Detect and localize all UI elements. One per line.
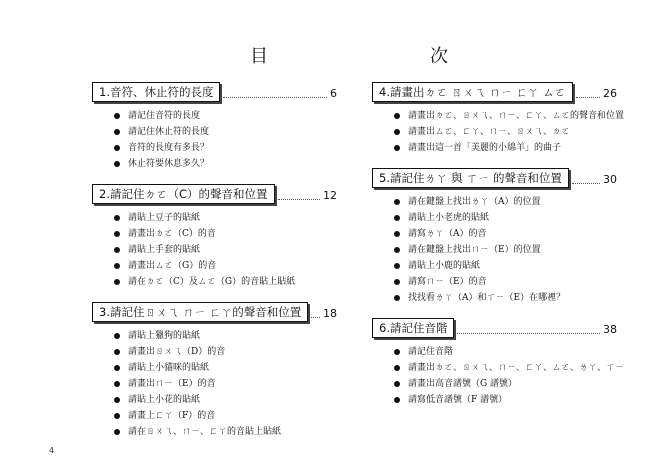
bullet-icon	[114, 279, 120, 285]
item-list	[92, 210, 337, 290]
list-item: 請畫出ㄙㄛ（G）的音	[114, 258, 337, 274]
page-title	[250, 42, 450, 68]
bullet-icon	[114, 333, 120, 339]
bullet-icon	[394, 263, 400, 269]
section-title: 4.請畫出ㄉㄛ ㄖㄨㄟ ㄇㄧ ㄈㄚ ㄙㄛ	[372, 82, 573, 102]
list-item: 請記住休止符的長度	[114, 124, 337, 140]
list-item: 請貼上小老虎的貼紙	[394, 210, 617, 226]
item-list	[372, 194, 617, 306]
section-3	[92, 302, 337, 440]
list-item: 請畫出ㄉㄛ（C）的音	[114, 226, 337, 242]
list-item: 請貼上手套的貼紙	[114, 242, 337, 258]
dot-leader	[572, 183, 600, 184]
bullet-icon	[114, 397, 120, 403]
list-item: 請貼上小花的貼紙	[114, 392, 337, 408]
list-item: 請記住音階	[394, 344, 617, 360]
section-4	[372, 82, 625, 156]
bullet-icon	[394, 113, 400, 119]
bullet-icon	[114, 247, 120, 253]
page-number: 6	[330, 87, 337, 100]
bullet-icon	[114, 161, 120, 167]
section-header	[92, 302, 337, 322]
section-header	[372, 318, 617, 338]
list-item: 請貼上獵狗的貼紙	[114, 328, 337, 344]
section-1	[92, 82, 337, 172]
bullet-icon	[114, 349, 120, 355]
bullet-icon	[394, 279, 400, 285]
list-item: 請寫ㄌㄚ（A）的音	[394, 226, 617, 242]
section-header	[372, 82, 617, 102]
page-number: 30	[603, 173, 617, 186]
section-title: 3.請記住ㄖㄨㄟ ㄇㄧ ㄈㄚ的聲音和位置	[92, 302, 308, 322]
section-header	[92, 82, 337, 102]
dot-leader	[278, 199, 320, 200]
item-list	[372, 344, 625, 408]
bullet-icon	[114, 381, 120, 387]
list-item: 請畫上ㄈㄚ（F）的音	[114, 408, 337, 424]
section-header	[372, 168, 617, 188]
list-item: 請寫ㄇㄧ（E）的音	[394, 274, 617, 290]
list-item: 請畫出這一首「美麗的小綿羊」的曲子	[394, 140, 617, 156]
list-item: 請畫出ㄙㄛ、ㄈㄚ、ㄇㄧ、ㄖㄨㄟ、ㄉㄛ	[394, 124, 617, 140]
bullet-icon	[114, 413, 120, 419]
bullet-icon	[394, 215, 400, 221]
bullet-icon	[394, 349, 400, 355]
title-char-1: 目	[250, 46, 270, 67]
list-item: 請在ㄖㄨㄟ、ㄇㄧ、ㄈㄚ的音貼上貼紙	[114, 424, 337, 440]
bullet-icon	[114, 263, 120, 269]
item-list	[372, 108, 625, 156]
section-2	[92, 184, 337, 290]
page-number: 12	[323, 189, 337, 202]
section-5	[372, 168, 617, 306]
bullet-icon	[394, 247, 400, 253]
list-item: 請畫出高音譜號（G 譜號）	[394, 376, 617, 392]
list-item: 音符的長度有多長？	[114, 140, 337, 156]
bullet-icon	[114, 113, 120, 119]
dot-leader	[311, 317, 320, 318]
right-column	[372, 82, 625, 408]
bullet-icon	[394, 145, 400, 151]
list-item: 休止符要休息多久？	[114, 156, 337, 172]
section-title: 1.音符、休止符的長度	[92, 82, 220, 102]
list-item: 請貼上豆子的貼紙	[114, 210, 337, 226]
list-item: 找找看ㄌㄚ（A）和ㄒㄧ（E）在哪裡？	[394, 290, 617, 306]
list-item: 請寫低音譜號（F 譜號）	[394, 392, 617, 408]
bullet-icon	[394, 129, 400, 135]
list-item: 請畫出ㄖㄨㄟ（D）的音	[114, 344, 337, 360]
title-char-2: 次	[430, 46, 450, 67]
dot-leader	[576, 97, 600, 98]
footer-page-number: 4	[49, 446, 55, 455]
section-6	[372, 318, 625, 408]
list-item: 請貼上小貓咪的貼紙	[114, 360, 337, 376]
list-item: 請在鍵盤上找出ㄌㄚ（A）的位置	[394, 194, 617, 210]
list-item: 請畫出ㄇㄧ（E）的音	[114, 376, 337, 392]
bullet-icon	[394, 199, 400, 205]
bullet-icon	[394, 365, 400, 371]
list-item: 請貼上小鹿的貼紙	[394, 258, 617, 274]
bullet-icon	[114, 231, 120, 237]
left-column	[92, 82, 337, 440]
page-number: 26	[603, 87, 617, 100]
section-title: 2.請記住ㄉㄛ（C）的聲音和位置	[92, 184, 275, 204]
bullet-icon	[114, 365, 120, 371]
bullet-icon	[114, 129, 120, 135]
page-number: 18	[323, 307, 337, 320]
dot-leader	[223, 97, 327, 98]
list-item: 請在ㄉㄛ（C）及ㄙㄛ（G）的音貼上貼紙	[114, 274, 337, 290]
item-list	[92, 328, 337, 440]
list-item: 請畫出ㄉㄛ、ㄖㄨㄟ、ㄇㄧ、ㄈㄚ、ㄙㄛ、ㄌㄚ、ㄒㄧ	[394, 360, 617, 376]
list-item: 請記住音符的長度	[114, 108, 337, 124]
bullet-icon	[114, 145, 120, 151]
section-header	[92, 184, 337, 204]
bullet-icon	[394, 231, 400, 237]
bullet-icon	[394, 381, 400, 387]
bullet-icon	[394, 295, 400, 301]
item-list	[92, 108, 337, 172]
dot-leader	[457, 333, 600, 334]
section-title: 6.請記住音階	[372, 318, 454, 338]
bullet-icon	[114, 429, 120, 435]
list-item: 請畫出ㄉㄛ、ㄖㄨㄟ、ㄇㄧ、ㄈㄚ、ㄙㄛ的聲音和位置	[394, 108, 617, 124]
list-item: 請在鍵盤上找出ㄇㄧ（E）的位置	[394, 242, 617, 258]
page-number: 38	[603, 323, 617, 336]
section-title: 5.請記住ㄌㄚ 與 ㄒㄧ 的聲音和位置	[372, 168, 569, 188]
bullet-icon	[114, 215, 120, 221]
bullet-icon	[394, 397, 400, 403]
